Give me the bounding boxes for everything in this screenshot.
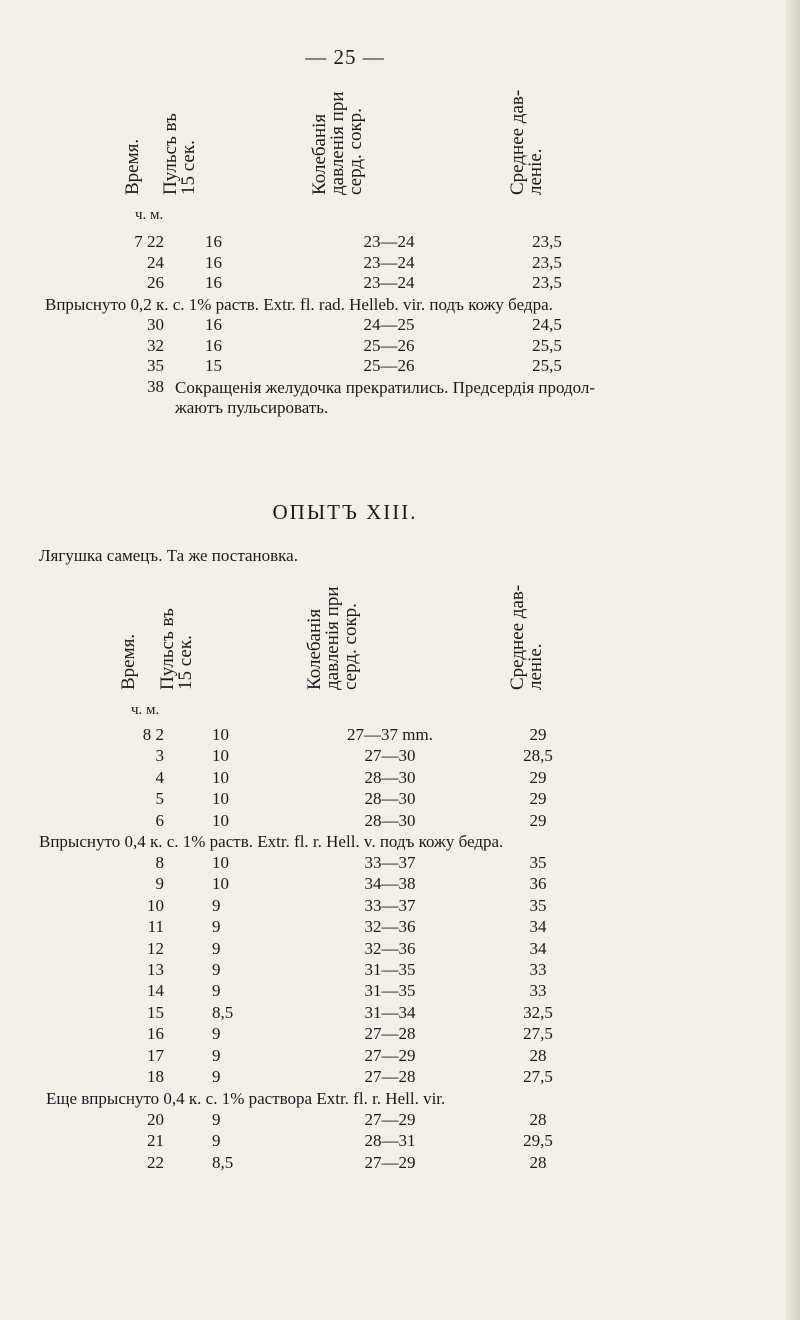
mean-pressure-cell: 29	[529, 810, 547, 830]
time-cell: 30	[147, 315, 164, 334]
section-title: ОПЫТЪ XIII.	[272, 500, 418, 524]
oscillation-cell: 33—37	[364, 895, 416, 915]
oscillation-cell: 28—30	[364, 767, 416, 787]
mean-pressure-cell: 25,5	[532, 356, 562, 375]
time-cell: 12	[147, 938, 164, 958]
injection-note: Еще впрыснуто 0,4 к. с. 1% раствора Extr. fl. r. Hell. vir.	[46, 1089, 446, 1108]
time-cell: 4	[155, 767, 164, 787]
mean-pressure-cell: 25,5	[532, 335, 562, 355]
time-cell: 24	[147, 252, 164, 272]
oscillation-cell: 27—30	[364, 746, 416, 766]
time-cell: 38	[147, 377, 164, 396]
time-cell: 16	[147, 1024, 164, 1044]
oscillation-cell: 34—38	[364, 874, 416, 894]
pulse-cell: 10	[212, 853, 229, 872]
oscillation-cell: 23—24	[363, 273, 415, 292]
pulse-cell: 10	[212, 746, 229, 766]
oscillation-cell: 27—37 mm.	[347, 725, 433, 744]
pulse-cell: 10	[212, 725, 229, 744]
pulse-cell: 9	[212, 938, 221, 958]
pulse-cell: 10	[212, 767, 229, 787]
mean-pressure-cell: 29	[529, 725, 547, 744]
time-cell: 10	[147, 895, 164, 915]
page-edge	[786, 0, 800, 1320]
mean-pressure-cell: 29	[529, 789, 547, 809]
oscillation-cell: 28—30	[364, 789, 416, 809]
injection-note: Впрыснуто 0,4 к. с. 1% раств. Extr. fl. r. Hell. v. подъ кожу бедра.	[39, 832, 504, 851]
page-number: — 25 —	[305, 45, 385, 69]
oscillation-cell: 33—37	[364, 853, 416, 872]
pulse-cell: 9	[212, 1067, 221, 1086]
pulse-cell: 9	[212, 1131, 221, 1151]
mean-pressure-cell: 28	[529, 1110, 547, 1129]
subtitle: Лягушка самецъ. Та же постановка.	[39, 546, 298, 565]
time-cell: 14	[147, 981, 164, 1001]
oscillation-cell: 23—24	[363, 252, 415, 272]
unit-label: ч. м.	[135, 207, 164, 223]
unit-label-2: ч. м.	[131, 702, 160, 718]
time-cell: 18	[147, 1067, 164, 1086]
time-cell: 21	[147, 1131, 164, 1151]
mean-pressure-cell: 28	[529, 1152, 547, 1172]
pulse-cell: 16	[205, 315, 222, 334]
pulse-cell: 16	[205, 232, 222, 251]
pulse-cell: 9	[212, 960, 221, 979]
time-cell: 11	[147, 917, 164, 937]
time-cell: 5	[155, 789, 164, 809]
mean-pressure-cell: 36	[529, 874, 547, 894]
time-cell: 22	[147, 1152, 164, 1172]
oscillation-cell: 27—29	[364, 1152, 416, 1172]
time-cell: 20	[147, 1110, 164, 1129]
oscillation-cell: 27—29	[364, 1045, 416, 1065]
pulse-cell: 8,5	[212, 1152, 234, 1172]
mean-pressure-cell: 34	[529, 917, 547, 937]
pulse-cell: 10	[212, 874, 229, 894]
pulse-cell: 9	[212, 1024, 221, 1044]
mean-pressure-cell: 29,5	[523, 1131, 553, 1151]
pulse-cell: 9	[212, 917, 221, 937]
time-cell: 8	[155, 853, 164, 872]
pulse-cell: 16	[205, 252, 222, 272]
mean-pressure-cell: 24,5	[532, 315, 562, 334]
time-cell: 15	[147, 1002, 164, 1022]
oscillation-cell: 25—26	[363, 356, 415, 375]
pulse-cell: 10	[212, 789, 229, 809]
oscillation-cell: 32—36	[364, 917, 416, 937]
mean-pressure-cell: 23,5	[532, 273, 562, 292]
observation-note: жаютъ пульсировать.	[175, 398, 329, 417]
mean-pressure-cell: 32,5	[523, 1002, 553, 1022]
mean-pressure-cell: 33	[529, 960, 547, 979]
scanned-page: — 25 — Время. Пульсъ въ 15 сек. Колебанія давленія при серд. сокр. Среднее дав- леніе. ч. м. 7 22 16 23—24 23,5 24 16 23—24 23,5 26 16 23—24 23,5 Впрыснуто 0,2 к. с. 1% раств. Extr. fl. rad. Helleb. vir. подъ кожу бедра. 30 16 24—25 24,5 32 16 25—26 25,5 35 15 25—26 25,5 38 Сокращенія желудочка прекратились. Предсердія продол- жаютъ пульсировать. ОПЫТЪ XIII. Лягушка самецъ. Та же постановка. Время. Пульсъ въ 15 сек. Колебанія давленія при серд. сокр. Среднее дав- леніе. ч. м. 8 2 10 27—37 mm. 29 3 10 27—30 28,5 4 10 28—30 29 5 10 28—30 29 6 10 28—30 29 Впрыснуто 0,4 к. с. 1% раств. Extr. fl. r. Hell. v. подъ кожу бедра. 8 10 33—37 35 9 10 34—38 36 10 9 33—37 35 11 9 32—36 34 12 9 32—36 34 13 9 31—35 33 14 9 31—35 33 15 8,5 31—34 32,5 16 9 27—28 27,5 17 9 27—29 28 18 9 27—28 27,5 Еще впрыснуто 0,4 к. с. 1% раствора Extr. fl. r. Hell. vir. 20 9 27—29 28 21 9 28—31 29,5 22 8,5 27—29 28	[0, 0, 800, 1320]
pulse-cell: 9	[212, 1110, 221, 1129]
time-cell: 17	[147, 1045, 164, 1065]
observation-note: Сокращенія желудочка прекратились. Предсердія продол-	[175, 378, 596, 397]
time-cell: 6	[155, 810, 164, 830]
mean-pressure-cell: 23,5	[532, 252, 562, 272]
pulse-cell: 10	[212, 810, 229, 830]
time-cell: 35	[147, 356, 164, 375]
oscillation-cell: 24—25	[363, 315, 415, 334]
pulse-cell: 9	[212, 981, 221, 1001]
mean-pressure-cell: 35	[529, 895, 547, 915]
oscillation-cell: 23—24	[363, 232, 415, 251]
pulse-cell: 9	[212, 895, 221, 915]
oscillation-cell: 27—28	[364, 1024, 416, 1044]
injection-note: Впрыснуто 0,2 к. с. 1% раств. Extr. fl. rad. Helleb. vir. подъ кожу бедра.	[45, 295, 553, 314]
pulse-cell: 9	[212, 1045, 221, 1065]
pulse-cell: 16	[205, 335, 222, 355]
mean-pressure-cell: 28	[529, 1045, 547, 1065]
mean-pressure-cell: 27,5	[523, 1067, 553, 1086]
oscillation-cell: 27—29	[364, 1110, 416, 1129]
pulse-cell: 8,5	[212, 1002, 234, 1022]
time-cell: 32	[147, 335, 164, 355]
mean-pressure-cell: 27,5	[523, 1024, 553, 1044]
mean-pressure-cell: 29	[529, 767, 547, 787]
pulse-cell: 16	[205, 273, 222, 292]
time-cell: 13	[147, 960, 164, 979]
oscillation-cell: 31—35	[364, 981, 416, 1001]
time-cell: 9	[155, 874, 164, 894]
pulse-cell: 15	[205, 356, 222, 375]
time-cell: 3	[155, 746, 164, 766]
mean-pressure-cell: 23,5	[532, 232, 562, 251]
oscillation-cell: 28—31	[364, 1131, 416, 1151]
mean-pressure-cell: 35	[529, 853, 547, 872]
mean-pressure-cell: 28,5	[523, 746, 553, 766]
oscillation-cell: 27—28	[364, 1067, 416, 1086]
mean-pressure-cell: 33	[529, 981, 547, 1001]
oscillation-cell: 28—30	[364, 810, 416, 830]
mean-pressure-cell: 34	[529, 938, 547, 958]
oscillation-cell: 32—36	[364, 938, 416, 958]
oscillation-cell: 25—26	[363, 335, 415, 355]
time-cell: 26	[147, 273, 164, 292]
oscillation-cell: 31—35	[364, 960, 416, 979]
oscillation-cell: 31—34	[364, 1002, 416, 1022]
time-cell: 7 22	[134, 232, 164, 251]
time-cell: 8 2	[142, 725, 164, 744]
